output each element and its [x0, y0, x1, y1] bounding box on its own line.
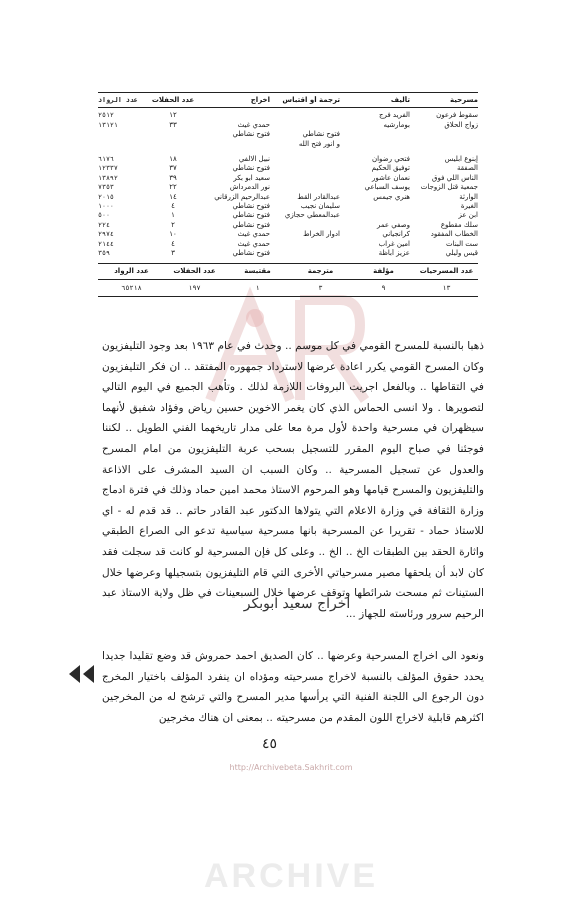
- cell-nights: ٢٢: [169, 183, 177, 192]
- cell-viewers: ١٠٠٠: [98, 202, 114, 211]
- cell-author: كرانجياني: [382, 230, 410, 239]
- cell-viewers: ٧٣٥٣: [98, 183, 114, 192]
- cell-play: إبنوع ابليس: [444, 155, 478, 164]
- cell-nights: ١٢: [169, 111, 177, 120]
- plays-statistics-table: [98, 92, 478, 297]
- table-header-row: [98, 93, 478, 107]
- cell-author: نعمان عاشور: [371, 173, 410, 182]
- cell-director: حمدي غيث: [237, 239, 270, 248]
- summary-nights: ١٩٧: [188, 283, 201, 292]
- cell-author: هنري جيمس: [373, 192, 410, 201]
- cell-author: بومارشيه: [383, 120, 410, 129]
- cell-director: فتوح نشاطي: [232, 249, 270, 258]
- table-row: [98, 183, 478, 192]
- cell-play: الصفقة: [457, 164, 478, 173]
- table-row: [98, 240, 478, 249]
- table-row: [98, 140, 478, 149]
- cell-author: توفيق الحكيم: [371, 164, 410, 173]
- cell-play: سقوط فرعون: [436, 111, 478, 120]
- summary-translated: ٣: [318, 283, 323, 292]
- table-row: [98, 174, 478, 183]
- table-row: [98, 193, 478, 202]
- cell-director: حمدي غيث: [237, 230, 270, 239]
- cell-director: سعيد ابو بكر: [233, 173, 270, 182]
- cell-translation: عبدالقادر القط: [297, 192, 340, 201]
- table-row: [98, 164, 478, 173]
- summary-header-adapted: مقتبسة: [244, 266, 271, 275]
- table-body: [98, 108, 478, 262]
- header-translation: ترجمة أو اقتباس: [282, 96, 340, 104]
- cell-author: الفريد فرج: [378, 111, 410, 120]
- cell-nights: ٢: [171, 220, 175, 229]
- header-author: تأليف: [390, 96, 410, 104]
- cell-director: عبدالرحيم الزرقاني: [214, 192, 270, 201]
- cell-director: فتوح نشاطي: [232, 202, 270, 211]
- cell-author: فتحي رضوان: [371, 155, 410, 164]
- cell-nights: ٤: [171, 239, 175, 248]
- cell-nights: ١٤: [169, 192, 177, 201]
- cell-play: زواج الحلاق: [444, 120, 478, 129]
- summary-adapted: ١: [255, 283, 260, 292]
- cell-director: فتوح نشاطي: [232, 220, 270, 229]
- cell-translation: سليمان نجيب: [300, 202, 340, 211]
- table-bottom-rule: [98, 296, 478, 297]
- body-paragraph: ونعود الى اخراج المسرحية وعرضها .. كان الصديق احمد حمروش قد وضع تقليدا جديدا يحدد حقوق المؤلف بالنسبة لاخراج مسرحيته ومؤداه ان ينفرد المؤلف باختيار المخرج دون الرجوع الى اللجنة الفنية التي يرأسها مدير المسرح والتي ترشح له من المخرجين اكثرهم قابلية لاخراج اللون المقدم من مسرحيته .. بمعنى ان هناك مخرجين: [102, 650, 484, 724]
- cell-nights: ٤: [171, 202, 175, 211]
- cell-play: ست البنات: [446, 239, 478, 248]
- cell-viewers: ١٣١٢١: [98, 120, 118, 129]
- cell-director: فتوح نشاطي: [232, 164, 270, 173]
- cell-nights: ٣٧: [169, 164, 177, 173]
- table-row: [98, 249, 478, 258]
- cell-translation: عبدالمعطي حجازي: [284, 211, 340, 220]
- header-viewers: عدد الرواد: [98, 96, 138, 104]
- cell-viewers: ٢٩٧٤: [98, 230, 114, 239]
- cell-play: الوارثة: [459, 192, 478, 201]
- table-row: [98, 230, 478, 239]
- cell-viewers: ٢٥١٢: [98, 111, 114, 120]
- summary-header-viewers: عدد الرواد: [114, 266, 149, 275]
- cell-play: الغيرة: [460, 202, 478, 211]
- cell-nights: ٣٣: [169, 120, 177, 129]
- watermark-url: http://Archivebeta.Sakhrit.com: [229, 763, 353, 772]
- cell-play: ابن عز: [458, 211, 478, 220]
- page-number: ٤٥: [262, 736, 278, 752]
- cell-viewers: ٢٠١٥: [98, 192, 114, 201]
- cell-director: نور الدمرداش: [229, 183, 270, 192]
- summary-header-plays: عدد المسرحيات: [419, 266, 474, 275]
- cell-viewers: ٢٢٤: [98, 220, 110, 229]
- cell-play: سلك مقطوع: [440, 220, 478, 229]
- cell-nights: ١٨: [169, 155, 177, 164]
- cell-author: عزيز أباظة: [378, 249, 410, 258]
- summary-header-authored: مؤلفة: [373, 266, 394, 275]
- cell-play: الناس اللي فوق: [432, 173, 478, 182]
- table-row: [98, 155, 478, 164]
- cell-play: جمعية قتل الزوجات: [420, 183, 478, 192]
- cell-play: الخطاب المفقود: [430, 230, 478, 239]
- summary-plays: ١٣: [442, 283, 451, 292]
- archive-logo-text: ARCHIVE: [203, 857, 379, 895]
- table-row: [98, 130, 478, 139]
- cell-author: امين غراب: [378, 239, 410, 248]
- header-nights: عدد الحفلات: [151, 96, 195, 104]
- summary-values-row: [98, 280, 478, 296]
- cell-viewers: ١٣٨٩٢: [98, 173, 118, 182]
- cell-nights: ٣٩: [169, 173, 177, 182]
- cell-director: نبيل الالفي: [238, 155, 270, 164]
- table-row: [98, 202, 478, 211]
- cell-director: فتوح نشاطي: [232, 130, 270, 139]
- cell-director: فتوح نشاطي: [232, 211, 270, 220]
- summary-header-row: [98, 264, 478, 279]
- cell-author: وصفي عمر: [376, 220, 410, 229]
- header-play: مسرحية: [450, 96, 478, 104]
- cell-viewers: ٥٠٠: [98, 211, 110, 220]
- cell-play: قيس وليلي: [445, 249, 478, 258]
- summary-header-translated: مترجمة: [307, 266, 334, 275]
- archive-logo-watermark: [196, 849, 386, 899]
- cell-translation: و انور فتح الله: [298, 139, 340, 148]
- summary-viewers: ٦٥٢١٨: [121, 283, 142, 292]
- summary-header-nights: عدد الحفلات: [173, 266, 216, 275]
- cell-translation: ادوار الخراط: [303, 230, 340, 239]
- cell-viewers: ٣٥٩: [98, 249, 110, 258]
- cell-nights: ٣: [171, 249, 175, 258]
- cell-director: حمدي غيث: [237, 120, 270, 129]
- table-row: [98, 121, 478, 130]
- summary-authored: ٩: [381, 283, 386, 292]
- cell-viewers: ٢١٤٤: [98, 239, 114, 248]
- body-paragraph: ذهبا بالنسبة للمسرح القومي في كل موسم .. وحدث في عام ١٩٦٣ بعد وجود التليفزيون وكان المسرح القومي يكرر اعادة عرضها لاسترداد جمهوره المفتقد .. ان فكر التليفزيون في التقاطها .. وبالفعل اجريت البروفات اللازمة لذلك . وتأهب الجميع في اليوم التالي لتصويرها . ولا انسى الحماس الذي كان يغمر الاخوين حسين رياض وفؤاد شفيق لأنهما سيظهران في مسرحية واحدة لأول مرة معا على مدار تاريخهما الفني الطويل .. لكننا فوجئنا في صباح اليوم المقرر للتسجيل بسحب عربة التليفزيون من امام المسرح والعدول عن تسجيل المسرحية .. وكان السبب ان السيد المشرف على الاذاعة والتليفزيون والمسرح قيامها وهو المرحوم الاستاذ محمد امين حماد وذلك في فترة ادماج وزارة الثقافة في وزارة الاعلام التي يتولاها الدكتور عبد القادر حاتم .. قد قدم له - اي للاستاذ حماد - تقريرا عن المسرحية بانها مسرحية سياسية تدعو الى الصراع الطبقي واثارة الحقد بين الطبقات الخ .. الخ .. وعلى كل فإن المسرحية لو كانت قد سجلت فقد كان لابد أن يلحقها مصير مسرحياتي الأخرى التي قام التليفزيون بتسجيلها وعرضها خلال الستينات ثم مسحت شرائطها وتوقف عرضها خلال السبعينات في ظل ولاية الاستاذ عبد الرحيم سرور ورئاسته للجهاز ...: [102, 340, 485, 620]
- table-row: [98, 111, 478, 120]
- section-heading: اخراج سعيد ابوبكر: [243, 596, 351, 612]
- cell-viewers: ١٢٣٣٧: [98, 164, 118, 173]
- cell-nights: ١٠: [169, 230, 177, 239]
- cell-viewers: ٦١٧٦: [98, 155, 114, 164]
- table-row: [98, 211, 478, 220]
- cell-author: يوسف السباعي: [364, 183, 410, 192]
- page-nav-arrow-icon[interactable]: [66, 664, 96, 684]
- cell-translation: فتوح نشاطي: [302, 130, 340, 139]
- header-director: اخراج: [250, 96, 270, 104]
- table-row: [98, 221, 478, 230]
- cell-nights: ١: [171, 211, 175, 220]
